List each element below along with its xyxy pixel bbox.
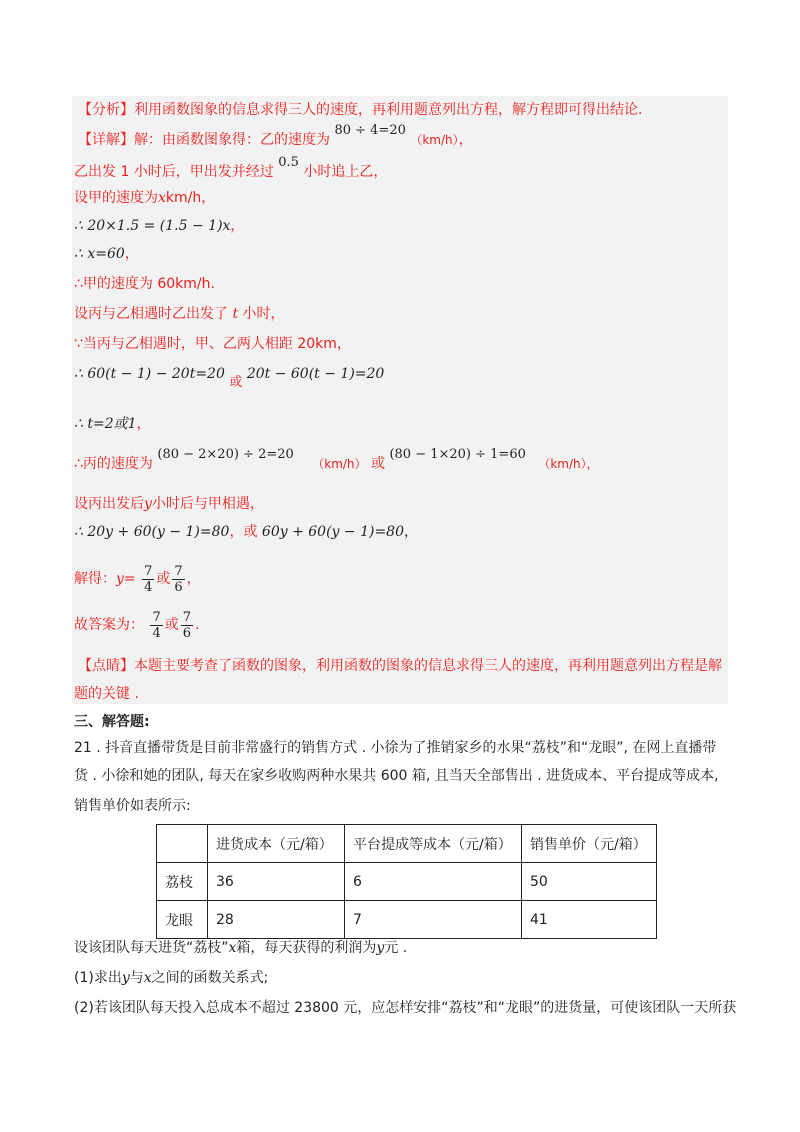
comment-tag: 【点睛】 bbox=[78, 658, 134, 674]
fraction-7-6: $\frac{7}{6}$ bbox=[182, 609, 192, 641]
table-header-cell bbox=[157, 825, 208, 863]
detail-tag: 【详解】 bbox=[78, 132, 134, 148]
line-14 bbox=[74, 522, 418, 542]
after-table-text-b: 箱，每天获得的利润为 bbox=[236, 940, 377, 956]
line-6-expr: ∴ x=60 bbox=[74, 246, 125, 262]
comment-line-2 bbox=[74, 684, 139, 704]
line-14-expr2: 60y + 60(y − 1)=80 bbox=[261, 524, 404, 540]
sub-question-1-text-c: 之间的函数关系式; bbox=[151, 970, 269, 986]
fraction-7-4: $\frac{7}{4}$ bbox=[152, 609, 161, 641]
table-cell: 7 bbox=[345, 901, 522, 939]
analysis-tag: 【分析】 bbox=[78, 102, 134, 118]
line-5-expr: ∴ 20×1.5 = (1.5 − 1)x bbox=[74, 218, 231, 234]
q21-line-1: 21 . 抖音直播带货是目前非常盛行的销售方式 . 小徐为了推销家乡的水果“荔枝”和“龙眼”, 在网上直播带 bbox=[74, 740, 717, 756]
line-12-expr1: (80 − 2×20) ÷ 2=20 bbox=[157, 447, 294, 462]
line-14-end: ， bbox=[404, 524, 418, 540]
line-7-text: ∴甲的速度为 60km/h. bbox=[74, 276, 215, 292]
table-row bbox=[157, 901, 657, 939]
table-header-cell: 销售单价（元/箱） bbox=[522, 825, 657, 863]
detail-end: ， bbox=[458, 132, 473, 148]
cost-table bbox=[156, 824, 657, 939]
line-13-var: y bbox=[144, 496, 152, 512]
detail-unit: （km/h） bbox=[410, 133, 459, 147]
comment-line-1 bbox=[78, 656, 722, 676]
line-8-var: t bbox=[232, 306, 239, 322]
table-cell: 龙眼 bbox=[157, 901, 208, 939]
sub-question-1-text-a: (1)求出 bbox=[74, 970, 122, 986]
line-15-end: ， bbox=[186, 571, 201, 587]
line-12-expr2: (80 − 1×20) ÷ 1=60 bbox=[389, 447, 526, 462]
table-header-row bbox=[157, 825, 657, 863]
detail-expr: 80 ÷ 4=20 bbox=[334, 123, 406, 138]
line-4-text: 设甲的速度为 bbox=[74, 190, 158, 206]
table-cell: 荔枝 bbox=[157, 863, 208, 901]
after-table-line-1 bbox=[74, 938, 407, 958]
table-cell: 36 bbox=[208, 863, 345, 901]
line-3-text-b: 小时追上乙， bbox=[303, 164, 388, 180]
detail-text: 解：由函数图象得：乙的速度为 bbox=[134, 132, 330, 148]
line-11 bbox=[74, 414, 151, 434]
fraction-7-6: $\frac{7}{6}$ bbox=[174, 563, 183, 595]
line-13 bbox=[74, 494, 264, 514]
after-table-text-a: 设该团队每天进货“荔枝” bbox=[74, 940, 229, 956]
line-4-text-b: km/h， bbox=[165, 190, 216, 206]
table-cell: 50 bbox=[522, 863, 657, 901]
line-15-expr: y= bbox=[116, 571, 136, 587]
comment-text-2: 题的关键 . bbox=[74, 686, 139, 702]
line-3-text-a: 乙出发 1 小时后，甲出发并经过 bbox=[74, 164, 274, 180]
line-9-text: ∵当丙与乙相遇时，甲、乙两人相距 20km， bbox=[74, 336, 351, 352]
line-6 bbox=[74, 244, 139, 264]
line-14-expr1: ∴ 20y + 60(y − 1)=80 bbox=[74, 524, 230, 540]
line-12-or: 或 bbox=[371, 456, 385, 472]
line-13-text-b: 小时后与甲相遇， bbox=[151, 496, 264, 512]
line-5 bbox=[74, 216, 244, 236]
table-row bbox=[157, 863, 657, 901]
line-12-unit2: （km/h）， bbox=[538, 457, 599, 471]
line-10-or: 或 bbox=[229, 375, 243, 390]
table-cell: 41 bbox=[522, 901, 657, 939]
line-4 bbox=[74, 188, 215, 208]
line-11-expr: ∴ t=2或1 bbox=[74, 416, 137, 432]
line-12 bbox=[74, 447, 599, 475]
line-4-var: x bbox=[158, 190, 166, 206]
var-y: y bbox=[376, 940, 385, 956]
table-cell: 28 bbox=[208, 901, 345, 939]
table-header-cell: 进货成本（元/箱） bbox=[208, 825, 345, 863]
line-16 bbox=[74, 608, 199, 642]
line-3 bbox=[74, 155, 388, 183]
section-heading: 三、解答题: bbox=[74, 714, 150, 730]
var-x: x bbox=[143, 970, 152, 986]
line-15 bbox=[74, 562, 201, 596]
fraction-7-4: $\frac{7}{4}$ bbox=[144, 563, 153, 595]
line-8 bbox=[74, 304, 285, 324]
line-16-end: . bbox=[195, 617, 200, 633]
line-12-text: ∴丙的速度为 bbox=[74, 456, 153, 472]
line-15-or: 或 bbox=[156, 571, 171, 587]
table-header-cell: 平台提成等成本（元/箱） bbox=[345, 825, 522, 863]
after-table-text-c: 元 . bbox=[384, 940, 408, 956]
line-16-or: 或 bbox=[164, 617, 179, 633]
comment-text-1: 本题主要考查了函数的图象，利用函数的图象的信息求得三人的速度，再利用题意列出方程是解 bbox=[134, 658, 722, 674]
line-8-text-b: 小时， bbox=[242, 306, 285, 322]
var-x: x bbox=[228, 940, 237, 956]
line-12-unit1: （km/h） bbox=[312, 457, 367, 471]
line-7 bbox=[74, 274, 215, 294]
line-13-text-a: 设丙出发后 bbox=[74, 496, 144, 512]
line-8-text-a: 设丙与乙相遇时乙出发了 bbox=[74, 306, 228, 322]
line-15-text: 解得： bbox=[74, 571, 116, 587]
sub-question-2: (2)若该团队每天投入总成本不超过 23800 元，应怎样安排“荔枝”和“龙眼”的进货量，可使该团队一天所获 bbox=[74, 1000, 737, 1016]
line-9 bbox=[74, 334, 351, 354]
detail-line bbox=[78, 123, 473, 151]
table-cell: 6 bbox=[345, 863, 522, 901]
sub-question-1-text-b: 与 bbox=[129, 970, 144, 986]
line-16-text: 故答案为： bbox=[74, 617, 144, 633]
line-10-expr2: 20t − 60(t − 1)=20 bbox=[246, 366, 385, 382]
line-10-expr1: ∴ 60(t − 1) − 20t=20 bbox=[74, 366, 225, 382]
line-11-end: ， bbox=[136, 416, 151, 432]
line-6-end: ， bbox=[124, 246, 139, 262]
line-5-end: ， bbox=[230, 218, 245, 234]
line-10 bbox=[74, 364, 385, 390]
analysis-text: 利用函数图象的信息求得三人的速度，再利用题意列出方程，解方程即可得出结论. bbox=[134, 102, 643, 118]
sub-question-1 bbox=[74, 968, 268, 988]
q21-line-3: 销售单价如表所示: bbox=[74, 798, 191, 814]
var-y: y bbox=[121, 970, 130, 986]
analysis-line bbox=[78, 100, 642, 120]
q21-line-2: 货 . 小徐和她的团队, 每天在家乡收购两种水果共 600 箱, 且当天全部售出 . 进货成本、平台提成等成本, bbox=[74, 768, 719, 784]
line-14-mid: ，或 bbox=[229, 524, 258, 540]
line-3-expr: 0.5 bbox=[278, 155, 299, 170]
